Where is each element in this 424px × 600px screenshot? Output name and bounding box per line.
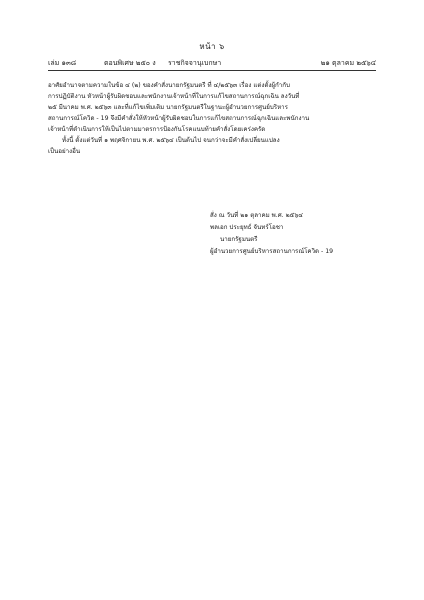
header-volume: เล่ม ๑๓๘	[48, 59, 77, 67]
order-body	[48, 80, 376, 157]
header-divider	[48, 70, 376, 71]
header-issue: ตอนพิเศษ ๒๕๐ ง	[104, 59, 156, 67]
body-line: เจ้าหน้าที่ดำเนินการให้เป็นไปตามมาตรการป้องกันโรคแนบท้ายคำสั่งโดยเคร่งครัด	[48, 126, 266, 133]
signatory-name: พลเอก ประยุทธ์ จันทร์โอชา	[210, 224, 284, 231]
body-line: อาศัยอำนาจตามความในข้อ ๔ (๒) ของคำสั่งนายกรัฐมนตรี ที่ ๔/๒๕๖๓ เรื่อง แต่งตั้งผู้กำกับ	[48, 82, 290, 89]
signatory-title: นายกรัฐมนตรี	[220, 236, 258, 243]
header-date: ๒๑ ตุลาคม ๒๕๖๔	[320, 59, 376, 67]
effective-date-line: ทั้งนี้ ตั้งแต่วันที่ ๑ พฤศจิกายน พ.ศ. ๒๕๖๔ เป็นต้นไป จนกว่าจะมีคำสั่งเปลี่ยนแปลง	[62, 137, 280, 144]
header-publication: ราชกิจจานุเบกษา	[168, 59, 222, 67]
effective-date-line: เป็นอย่างอื่น	[48, 148, 81, 155]
body-line: สถานการณ์โควิด - 19 จึงมีคำสั่งให้หัวหน้าผู้รับผิดชอบในการแก้ไขสถานการณ์ฉุกเฉินและพนักงาน	[48, 115, 310, 122]
signature-block	[210, 210, 380, 258]
page-number: หน้า ๖	[199, 42, 225, 51]
body-line: ๒๕ มีนาคม พ.ศ. ๒๕๖๓ และที่แก้ไขเพิ่มเติม นายกรัฐมนตรีในฐานะผู้อำนวยการศูนย์บริหาร	[48, 104, 288, 111]
signature-date: สั่ง ณ วันที่ ๒๑ ตุลาคม พ.ศ. ๒๕๖๔	[210, 212, 303, 219]
signatory-title-secondary: ผู้อำนวยการศูนย์บริหารสถานการณ์โควิด - 19	[210, 248, 334, 255]
body-line: การปฏิบัติงาน หัวหน้าผู้รับผิดชอบและพนักงานเจ้าหน้าที่ในการแก้ไขสถานการณ์ฉุกเฉิน ลงวันที่	[48, 93, 300, 100]
